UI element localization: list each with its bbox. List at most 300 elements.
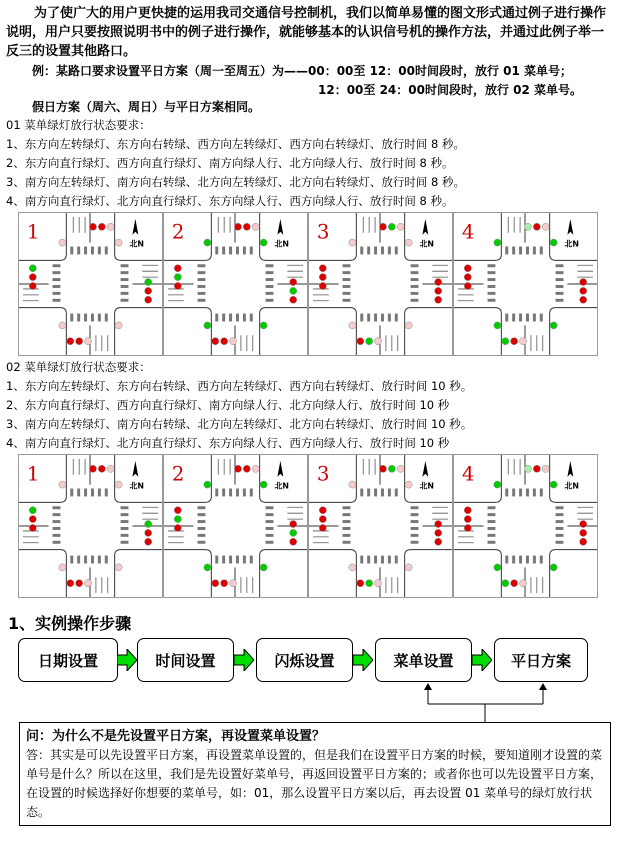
- crosswalk: [105, 247, 108, 255]
- signal-light: [260, 481, 267, 488]
- signal-light: [357, 580, 364, 587]
- crosswalk: [556, 264, 564, 267]
- intersection-diagram: [454, 213, 597, 355]
- intro-paragraph: 为了使广大的用户更快捷的运用我司交通信号控制机，我们以简单易懂的图文形式通过例子进行操作说明，用户只要按照说明书中的例子进行操作，就能够基本的认识信号机的操作方法，并通过此例子举一反三的设置其他路口。: [6, 6, 607, 59]
- crosswalk: [198, 506, 206, 509]
- crosswalk: [222, 489, 225, 497]
- signal-light: [89, 223, 96, 230]
- crosswalk: [367, 314, 370, 322]
- crosswalk: [70, 314, 73, 322]
- crosswalk: [411, 292, 419, 295]
- signal-light: [145, 520, 152, 527]
- step-date-settings: 日期设置: [18, 638, 118, 682]
- crosswalk: [533, 314, 536, 322]
- step-flash-settings: 闪烁设置: [256, 638, 353, 682]
- crosswalk: [121, 527, 129, 530]
- signal-light: [524, 465, 531, 472]
- signal-light: [357, 338, 364, 345]
- crosswalk: [374, 556, 377, 564]
- crosswalk: [105, 489, 108, 497]
- crosswalk: [266, 534, 274, 537]
- crosswalk: [374, 314, 377, 322]
- intersection-panel: [163, 212, 308, 356]
- crosswalk: [411, 506, 419, 509]
- panel-number: 1: [26, 462, 40, 486]
- signal-light: [494, 481, 501, 488]
- crosswalk: [367, 489, 370, 497]
- signal-light: [542, 223, 549, 230]
- crosswalk: [266, 527, 274, 530]
- crosswalk: [215, 314, 218, 322]
- crosswalk: [488, 520, 496, 523]
- signal-light: [494, 322, 501, 329]
- crosswalk: [53, 506, 61, 509]
- signal-light: [229, 338, 236, 345]
- crosswalk: [556, 534, 564, 537]
- crosswalk: [343, 541, 351, 544]
- crosswalk: [512, 556, 515, 564]
- signal-light: [435, 296, 442, 303]
- crosswalk: [411, 264, 419, 267]
- crosswalk: [381, 489, 384, 497]
- crosswalk: [266, 264, 274, 267]
- signal-light: [550, 564, 557, 571]
- crosswalk: [266, 292, 274, 295]
- signal-light: [435, 278, 442, 285]
- signal-light: [29, 524, 36, 531]
- crosswalk: [505, 489, 508, 497]
- signal-light: [252, 223, 259, 230]
- signal-light: [319, 507, 326, 514]
- crosswalk: [266, 278, 274, 281]
- flow-arrow-icon: [472, 649, 492, 671]
- crosswalk: [512, 247, 515, 255]
- crosswalk: [70, 556, 73, 564]
- crosswalk: [53, 520, 61, 523]
- crosswalk: [243, 314, 246, 322]
- signal-light: [145, 278, 152, 285]
- signal-light: [319, 516, 326, 523]
- signal-light: [212, 338, 219, 345]
- north-arrow-icon: [132, 461, 138, 477]
- signal-light: [145, 538, 152, 545]
- crosswalk: [488, 506, 496, 509]
- crosswalk: [98, 247, 101, 255]
- crosswalk: [70, 247, 73, 255]
- crosswalk: [91, 247, 94, 255]
- menu02-item-4: 4、南方向直行绿灯、北方向直行绿灯、东方向绿人行、西方向绿人行、放行时间 10 秒: [6, 436, 450, 450]
- connector-lines: [415, 682, 555, 722]
- north-arrow-icon: [422, 461, 428, 477]
- crosswalk: [395, 556, 398, 564]
- crosswalk: [215, 489, 218, 497]
- crosswalk: [367, 247, 370, 255]
- signal-light: [349, 481, 356, 488]
- crosswalk: [91, 556, 94, 564]
- crosswalk: [105, 314, 108, 322]
- crosswalk: [98, 489, 101, 497]
- example-line-3: 假日方案（周六、周日）与平日方案相同。: [32, 100, 261, 114]
- crosswalk: [388, 556, 391, 564]
- signal-light: [435, 287, 442, 294]
- crosswalk: [229, 489, 232, 497]
- signal-light: [397, 223, 404, 230]
- signal-light: [59, 564, 66, 571]
- crosswalk: [215, 247, 218, 255]
- crosswalk: [198, 527, 206, 530]
- crosswalk: [198, 292, 206, 295]
- panel-number: 2: [171, 462, 185, 486]
- signal-light: [107, 223, 114, 230]
- signal-light: [290, 296, 297, 303]
- crosswalk: [360, 556, 363, 564]
- crosswalk: [411, 534, 419, 537]
- crosswalk: [266, 285, 274, 288]
- crosswalk: [121, 506, 129, 509]
- signal-light: [174, 282, 181, 289]
- step-weekday-plan: 平日方案: [494, 638, 588, 682]
- crosswalk: [236, 247, 239, 255]
- signal-light: [405, 481, 412, 488]
- signal-light: [84, 580, 91, 587]
- crosswalk: [243, 489, 246, 497]
- signal-light: [379, 223, 386, 230]
- crosswalk: [540, 556, 543, 564]
- intersection-panel: [453, 454, 598, 598]
- north-arrow-icon: [132, 219, 138, 235]
- crosswalk: [381, 556, 384, 564]
- signal-light: [29, 507, 36, 514]
- crosswalk: [488, 299, 496, 302]
- crosswalk: [411, 299, 419, 302]
- crosswalk: [53, 271, 61, 274]
- crosswalk: [381, 247, 384, 255]
- crosswalk: [381, 314, 384, 322]
- signal-light: [464, 282, 471, 289]
- signal-light: [435, 538, 442, 545]
- crosswalk: [411, 520, 419, 523]
- signal-light: [405, 239, 412, 246]
- crosswalk: [395, 314, 398, 322]
- crosswalk: [121, 278, 129, 281]
- crosswalk: [343, 520, 351, 523]
- crosswalk: [53, 278, 61, 281]
- signal-light: [502, 580, 509, 587]
- crosswalk: [556, 527, 564, 530]
- signal-light: [519, 580, 526, 587]
- menu01-title: 01 菜单绿灯放行状态要求：: [6, 118, 151, 132]
- crosswalk: [53, 285, 61, 288]
- crosswalk: [519, 247, 522, 255]
- crosswalk: [488, 513, 496, 516]
- crosswalk: [243, 556, 246, 564]
- section-title: 1、实例操作步骤: [8, 614, 132, 633]
- signal-light: [580, 287, 587, 294]
- step-menu-settings: 菜单设置: [375, 638, 472, 682]
- crosswalk: [250, 556, 253, 564]
- crosswalk: [198, 541, 206, 544]
- signal-light: [212, 580, 219, 587]
- crosswalk: [266, 520, 274, 523]
- crosswalk: [388, 489, 391, 497]
- crosswalk: [84, 314, 87, 322]
- crosswalk: [343, 299, 351, 302]
- signal-light: [76, 338, 83, 345]
- crosswalk: [360, 489, 363, 497]
- crosswalk: [236, 556, 239, 564]
- crosswalk: [343, 513, 351, 516]
- crosswalk: [53, 299, 61, 302]
- intersection-panel: [18, 212, 163, 356]
- crosswalk: [77, 247, 80, 255]
- crosswalk: [505, 556, 508, 564]
- signal-light: [76, 580, 83, 587]
- north-label: 北N: [419, 481, 434, 491]
- crosswalk: [98, 314, 101, 322]
- crosswalk: [556, 292, 564, 295]
- crosswalk: [367, 556, 370, 564]
- north-label: 北N: [274, 481, 289, 491]
- signal-light: [388, 223, 395, 230]
- signal-light: [243, 465, 250, 472]
- signal-light: [174, 516, 181, 523]
- crosswalk: [488, 292, 496, 295]
- signal-light: [524, 223, 531, 230]
- crosswalk: [121, 513, 129, 516]
- crosswalk: [121, 292, 129, 295]
- crosswalk: [411, 541, 419, 544]
- north-label: 北N: [564, 481, 579, 491]
- crosswalk: [556, 271, 564, 274]
- menu01-item-4: 4、南方向直行绿灯、北方向直行绿灯、东方向绿人行、西方向绿人行、放行时间 8 秒。: [6, 194, 454, 208]
- signal-light: [511, 338, 518, 345]
- signal-light: [319, 274, 326, 281]
- crosswalk: [121, 520, 129, 523]
- signal-light: [204, 239, 211, 246]
- signal-light: [388, 465, 395, 472]
- crosswalk: [395, 247, 398, 255]
- signal-light: [366, 338, 373, 345]
- crosswalk: [229, 556, 232, 564]
- example-line-1: 例：某路口要求设置平日方案（周一至周五）为——00：00至 12：00时间段时，放行 01 菜单号；: [32, 64, 573, 78]
- signal-light: [379, 465, 386, 472]
- signal-light: [98, 223, 105, 230]
- crosswalk: [533, 489, 536, 497]
- crosswalk: [198, 520, 206, 523]
- intersection-diagram: [164, 455, 307, 597]
- crosswalk: [198, 285, 206, 288]
- crosswalk: [556, 285, 564, 288]
- north-label: 北N: [274, 239, 289, 249]
- crosswalk: [374, 247, 377, 255]
- flow-arrow-icon: [234, 649, 254, 671]
- signal-light: [580, 296, 587, 303]
- signal-light: [67, 338, 74, 345]
- intersection-panel: [18, 454, 163, 598]
- crosswalk: [488, 527, 496, 530]
- crosswalk: [229, 314, 232, 322]
- menu02-item-3: 3、南方向左转绿灯、南方向右转绿、北方向左转绿灯、北方向右转绿灯、放行时间 10 秒。: [6, 417, 473, 431]
- signal-light: [84, 338, 91, 345]
- signal-light: [59, 239, 66, 246]
- crosswalk: [526, 247, 529, 255]
- panel-number: 2: [171, 220, 185, 244]
- crosswalk: [343, 278, 351, 281]
- menu02-intersection-diagrams: [18, 454, 598, 598]
- crosswalk: [53, 513, 61, 516]
- signal-light: [29, 516, 36, 523]
- intersection-panel: [163, 454, 308, 598]
- crosswalk: [198, 264, 206, 267]
- signal-light: [234, 223, 241, 230]
- signal-light: [98, 465, 105, 472]
- signal-light: [397, 465, 404, 472]
- crosswalk: [374, 489, 377, 497]
- signal-light: [145, 529, 152, 536]
- crosswalk: [343, 285, 351, 288]
- crosswalk: [236, 489, 239, 497]
- signal-light: [405, 322, 412, 329]
- crosswalk: [526, 314, 529, 322]
- signal-light: [464, 524, 471, 531]
- crosswalk: [488, 541, 496, 544]
- north-arrow-icon: [422, 219, 428, 235]
- crosswalk: [488, 534, 496, 537]
- signal-light: [59, 322, 66, 329]
- signal-light: [89, 465, 96, 472]
- signal-light: [229, 580, 236, 587]
- north-label: 北N: [419, 239, 434, 249]
- crosswalk: [556, 513, 564, 516]
- crosswalk: [395, 489, 398, 497]
- intersection-panel: [308, 212, 453, 356]
- signal-light: [290, 278, 297, 285]
- signal-light: [319, 524, 326, 531]
- crosswalk: [388, 314, 391, 322]
- signal-light: [374, 580, 381, 587]
- crosswalk: [266, 299, 274, 302]
- crosswalk: [488, 264, 496, 267]
- crosswalk: [526, 489, 529, 497]
- qa-answer: 答：其实是可以先设置平日方案，再设置菜单设置的，但是我们在设置平日方案的时候，要知道刚才设置的菜单号是什么？所以在这里，我们是先设置好菜单号，再返回设置平日方案的；或者你也可以先设置平日方案，在设置的时候选择好你想要的菜单号，如：01，那么设置平日方案以后，再去设置 01 菜单号的绿灯放行状态。: [26, 748, 603, 819]
- signal-light: [550, 481, 557, 488]
- crosswalk: [243, 247, 246, 255]
- crosswalk: [411, 513, 419, 516]
- crosswalk: [121, 264, 129, 267]
- crosswalk: [215, 556, 218, 564]
- signal-light: [464, 265, 471, 272]
- intersection-diagram: [19, 455, 162, 597]
- crosswalk: [360, 314, 363, 322]
- signal-light: [290, 538, 297, 545]
- signal-light: [464, 507, 471, 514]
- crosswalk: [84, 247, 87, 255]
- crosswalk: [70, 489, 73, 497]
- crosswalk: [388, 247, 391, 255]
- signal-light: [349, 564, 356, 571]
- crosswalk: [121, 285, 129, 288]
- crosswalk: [556, 299, 564, 302]
- crosswalk: [512, 489, 515, 497]
- crosswalk: [343, 271, 351, 274]
- signal-light: [349, 239, 356, 246]
- crosswalk: [533, 556, 536, 564]
- signal-light: [290, 529, 297, 536]
- signal-light: [252, 465, 259, 472]
- crosswalk: [266, 271, 274, 274]
- panel-number: 4: [461, 462, 475, 486]
- crosswalk: [121, 299, 129, 302]
- intersection-panel: [308, 454, 453, 598]
- crosswalk: [540, 489, 543, 497]
- panel-number: 3: [316, 220, 330, 244]
- signal-light: [115, 564, 122, 571]
- panel-number: 1: [26, 220, 40, 244]
- flow-arrow-icon: [117, 649, 137, 671]
- crosswalk: [84, 489, 87, 497]
- north-label: 北N: [129, 481, 144, 491]
- qa-box: [19, 722, 611, 826]
- crosswalk: [198, 278, 206, 281]
- signal-light: [174, 507, 181, 514]
- signal-light: [260, 564, 267, 571]
- crosswalk: [519, 314, 522, 322]
- crosswalk: [343, 506, 351, 509]
- crosswalk: [343, 527, 351, 530]
- signal-light: [260, 239, 267, 246]
- crosswalk: [198, 299, 206, 302]
- crosswalk: [519, 489, 522, 497]
- crosswalk: [53, 534, 61, 537]
- crosswalk: [540, 314, 543, 322]
- crosswalk: [411, 527, 419, 530]
- panel-number: 3: [316, 462, 330, 486]
- signal-light: [67, 580, 74, 587]
- intersection-diagram: [19, 213, 162, 355]
- signal-light: [115, 239, 122, 246]
- intersection-diagram: [309, 213, 452, 355]
- crosswalk: [266, 541, 274, 544]
- signal-light: [221, 580, 228, 587]
- crosswalk: [222, 314, 225, 322]
- signal-light: [374, 338, 381, 345]
- crosswalk: [77, 314, 80, 322]
- crosswalk: [121, 534, 129, 537]
- crosswalk: [198, 534, 206, 537]
- signal-light: [204, 481, 211, 488]
- crosswalk: [198, 271, 206, 274]
- crosswalk: [505, 247, 508, 255]
- crosswalk: [556, 506, 564, 509]
- crosswalk: [121, 271, 129, 274]
- signal-light: [145, 287, 152, 294]
- crosswalk: [250, 489, 253, 497]
- crosswalk: [360, 247, 363, 255]
- crosswalk: [91, 314, 94, 322]
- intersection-diagram: [454, 455, 597, 597]
- north-arrow-icon: [277, 219, 283, 235]
- signal-light: [542, 465, 549, 472]
- crosswalk: [488, 285, 496, 288]
- signal-light: [243, 223, 250, 230]
- crosswalk: [250, 247, 253, 255]
- menu01-item-2: 2、东方向直行绿灯、西方向直行绿灯、南方向绿人行、北方向绿人行、放行时间 8 秒。: [6, 156, 454, 170]
- crosswalk: [411, 271, 419, 274]
- north-label: 北N: [129, 239, 144, 249]
- signal-light: [174, 274, 181, 281]
- signal-light: [290, 287, 297, 294]
- signal-light: [204, 322, 211, 329]
